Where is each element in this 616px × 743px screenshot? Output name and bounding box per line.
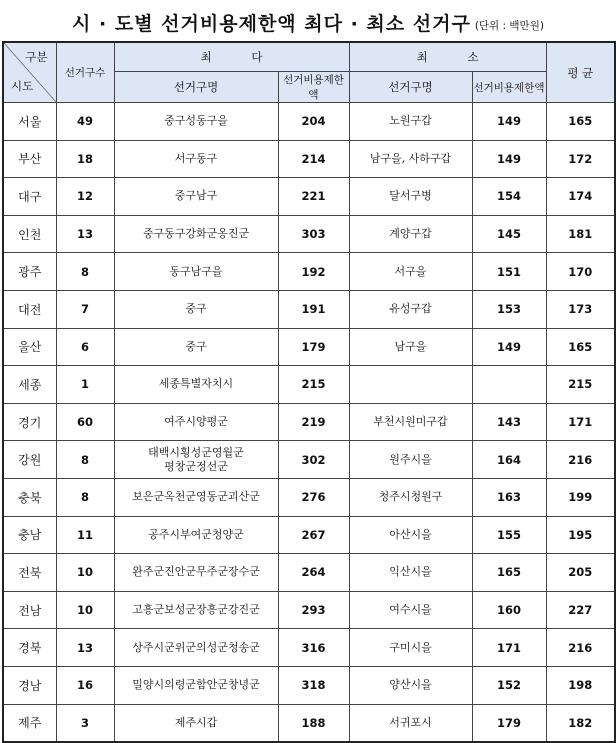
- min-limit-cell: [472, 366, 546, 404]
- table-row: [3, 666, 615, 704]
- max-district-name-cell: 중구: [114, 328, 278, 366]
- district-count-cell: 6: [56, 328, 114, 366]
- max-district-name-cell: 중구남구: [114, 178, 278, 216]
- min-district-name-cell: 청주시청원구: [349, 478, 472, 516]
- average-header: 평 균: [546, 42, 615, 103]
- min-limit-header: 선거비용제한액: [472, 72, 546, 103]
- min-district-name-cell: 남구을: [349, 328, 472, 366]
- region-cell: 서울: [3, 103, 56, 141]
- max-limit-cell: 188: [278, 704, 349, 742]
- min-limit-cell: 149: [472, 328, 546, 366]
- max-limit-cell: 267: [278, 516, 349, 554]
- district-count-cell: 10: [56, 554, 114, 592]
- region-label: 시도: [11, 79, 34, 93]
- max-limit-cell: 293: [278, 591, 349, 629]
- min-district-name-cell: 유성구갑: [349, 290, 472, 328]
- max-district-name-line: 평창군정선군: [164, 459, 228, 473]
- average-cell: 182: [546, 704, 615, 742]
- unit-note: (단위 : 백만원): [474, 20, 544, 32]
- max-limit-header: 선거비용제한액: [278, 72, 349, 103]
- max-limit-cell: 221: [278, 178, 349, 216]
- min-limit-cell: 145: [472, 215, 546, 253]
- table-row: [3, 629, 615, 667]
- min-limit-cell: 151: [472, 253, 546, 291]
- district-count-cell: 12: [56, 178, 114, 216]
- min-district-name-cell: 익산시을: [349, 554, 472, 592]
- max-district-name-cell: 밀양시의령군함안군창녕군: [114, 666, 278, 704]
- max-limit-cell: 204: [278, 103, 349, 141]
- min-district-name-cell: 계양구갑: [349, 215, 472, 253]
- max-district-name-cell: 완주군진안군무주군장수군: [114, 554, 278, 592]
- table-row: [3, 178, 615, 216]
- title-bar: [0, 0, 616, 36]
- max-district-name-cell: 공주시부여군청양군: [114, 516, 278, 554]
- region-cell: 세종: [3, 366, 56, 404]
- max-limit-cell: 316: [278, 629, 349, 667]
- max-limit-cell: 303: [278, 215, 349, 253]
- table-row: [3, 366, 615, 404]
- max-district-name-cell: [114, 441, 278, 479]
- min-limit-cell: 160: [472, 591, 546, 629]
- average-cell: 198: [546, 666, 615, 704]
- average-cell: 216: [546, 629, 615, 667]
- min-district-name-cell: 서귀포시: [349, 704, 472, 742]
- max-district-name-cell: 서구동구: [114, 140, 278, 178]
- max-group-header: [114, 42, 349, 72]
- min-district-name-cell: 구미시을: [349, 629, 472, 667]
- district-count-cell: 8: [56, 478, 114, 516]
- average-cell: 172: [546, 140, 615, 178]
- district-count-cell: 8: [56, 441, 114, 479]
- region-cell: 제주: [3, 704, 56, 742]
- region-cell: 충북: [3, 478, 56, 516]
- average-cell: 165: [546, 103, 615, 141]
- district-count-header: 선거구수: [56, 42, 114, 103]
- region-cell: 대전: [3, 290, 56, 328]
- average-cell: 199: [546, 478, 615, 516]
- region-cell: 충남: [3, 516, 56, 554]
- district-count-cell: 8: [56, 253, 114, 291]
- min-district-name-cell: 원주시을: [349, 441, 472, 479]
- min-district-name-cell: [349, 366, 472, 404]
- max-district-name-header: 선거구명: [114, 72, 278, 103]
- table-row: [3, 403, 615, 441]
- min-district-name-cell: 여수시을: [349, 591, 472, 629]
- max-district-name-cell: 고흥군보성군장흥군강진군: [114, 591, 278, 629]
- region-cell: 전남: [3, 591, 56, 629]
- region-cell: 대구: [3, 178, 56, 216]
- min-limit-cell: 165: [472, 554, 546, 592]
- region-cell: 경북: [3, 629, 56, 667]
- district-count-cell: 60: [56, 403, 114, 441]
- max-district-name-cell: 세종특별자치시: [114, 366, 278, 404]
- district-count-cell: 7: [56, 290, 114, 328]
- max-limit-cell: 219: [278, 403, 349, 441]
- table-row: [3, 328, 615, 366]
- min-limit-cell: 149: [472, 103, 546, 141]
- district-count-cell: 18: [56, 140, 114, 178]
- average-cell: 165: [546, 328, 615, 366]
- page-title: 시 · 도별 선거비용제한액 최다 · 최소 선거구: [72, 13, 471, 35]
- min-district-name-header: 선거구명: [349, 72, 472, 103]
- min-district-name-cell: 양산시을: [349, 666, 472, 704]
- min-limit-cell: 171: [472, 629, 546, 667]
- max-district-name-line: 태백시횡성군영월군: [148, 445, 244, 459]
- table-row: [3, 215, 615, 253]
- max-limit-cell: 192: [278, 253, 349, 291]
- region-cell: 부산: [3, 140, 56, 178]
- min-limit-cell: 164: [472, 441, 546, 479]
- max-district-name-cell: 중구: [114, 290, 278, 328]
- district-count-cell: 10: [56, 591, 114, 629]
- max-limit-cell: 276: [278, 478, 349, 516]
- min-group-header: [349, 42, 546, 72]
- max-limit-cell: 179: [278, 328, 349, 366]
- min-limit-cell: 152: [472, 666, 546, 704]
- max-limit-cell: 302: [278, 441, 349, 479]
- max-district-name-cell: 동구남구을: [114, 253, 278, 291]
- max-district-name-cell: 보은군옥천군영동군괴산군: [114, 478, 278, 516]
- table-row: [3, 290, 615, 328]
- average-cell: 174: [546, 178, 615, 216]
- max-district-name-cell: 중구동구강화군옹진군: [114, 215, 278, 253]
- max-district-name-cell: 제주시갑: [114, 704, 278, 742]
- average-cell: 171: [546, 403, 615, 441]
- average-cell: 173: [546, 290, 615, 328]
- average-cell: 181: [546, 215, 615, 253]
- table-row: [3, 591, 615, 629]
- average-cell: 195: [546, 516, 615, 554]
- district-count-cell: 11: [56, 516, 114, 554]
- expense-limit-table: [2, 41, 616, 743]
- max-district-name-cell: 상주시군위군의성군청송군: [114, 629, 278, 667]
- min-limit-cell: 153: [472, 290, 546, 328]
- region-cell: 강원: [3, 441, 56, 479]
- district-count-cell: 13: [56, 215, 114, 253]
- region-cell: 광주: [3, 253, 56, 291]
- district-count-cell: 49: [56, 103, 114, 141]
- max-district-name-cell: 여주시양평군: [114, 403, 278, 441]
- min-limit-cell: 149: [472, 140, 546, 178]
- district-count-cell: 13: [56, 629, 114, 667]
- min-limit-cell: 163: [472, 478, 546, 516]
- table-row: [3, 516, 615, 554]
- min-limit-cell: 154: [472, 178, 546, 216]
- table-row: [3, 441, 615, 479]
- average-cell: 215: [546, 366, 615, 404]
- region-cell: 전북: [3, 554, 56, 592]
- min-district-name-cell: 노원구갑: [349, 103, 472, 141]
- header-row-1: [3, 42, 615, 72]
- max-limit-cell: 191: [278, 290, 349, 328]
- division-label: 구분: [25, 50, 48, 64]
- table-row: [3, 478, 615, 516]
- min-district-name-cell: 서구을: [349, 253, 472, 291]
- max-limit-cell: 264: [278, 554, 349, 592]
- table-row: [3, 103, 615, 141]
- average-cell: 205: [546, 554, 615, 592]
- max-district-name-cell: 중구성동구을: [114, 103, 278, 141]
- min-district-name-cell: 아산시을: [349, 516, 472, 554]
- table-row: [3, 704, 615, 742]
- table-row: [3, 140, 615, 178]
- max-limit-cell: 214: [278, 140, 349, 178]
- division-header: [3, 42, 56, 103]
- min-district-name-cell: 남구을, 사하구갑: [349, 140, 472, 178]
- district-count-cell: 1: [56, 366, 114, 404]
- min-district-name-cell: 달서구병: [349, 178, 472, 216]
- max-limit-cell: 318: [278, 666, 349, 704]
- average-cell: 227: [546, 591, 615, 629]
- region-cell: 경남: [3, 666, 56, 704]
- min-limit-cell: 179: [472, 704, 546, 742]
- min-limit-cell: 155: [472, 516, 546, 554]
- region-cell: 경기: [3, 403, 56, 441]
- table-row: [3, 253, 615, 291]
- max-limit-cell: 215: [278, 366, 349, 404]
- average-cell: 216: [546, 441, 615, 479]
- table-row: [3, 554, 615, 592]
- min-group-label: 최 소: [416, 50, 497, 64]
- region-cell: 인천: [3, 215, 56, 253]
- min-limit-cell: 143: [472, 403, 546, 441]
- district-count-cell: 3: [56, 704, 114, 742]
- max-group-label: 최 다: [200, 50, 281, 64]
- min-district-name-cell: 부천시원미구갑: [349, 403, 472, 441]
- average-cell: 170: [546, 253, 615, 291]
- district-count-cell: 16: [56, 666, 114, 704]
- region-cell: 울산: [3, 328, 56, 366]
